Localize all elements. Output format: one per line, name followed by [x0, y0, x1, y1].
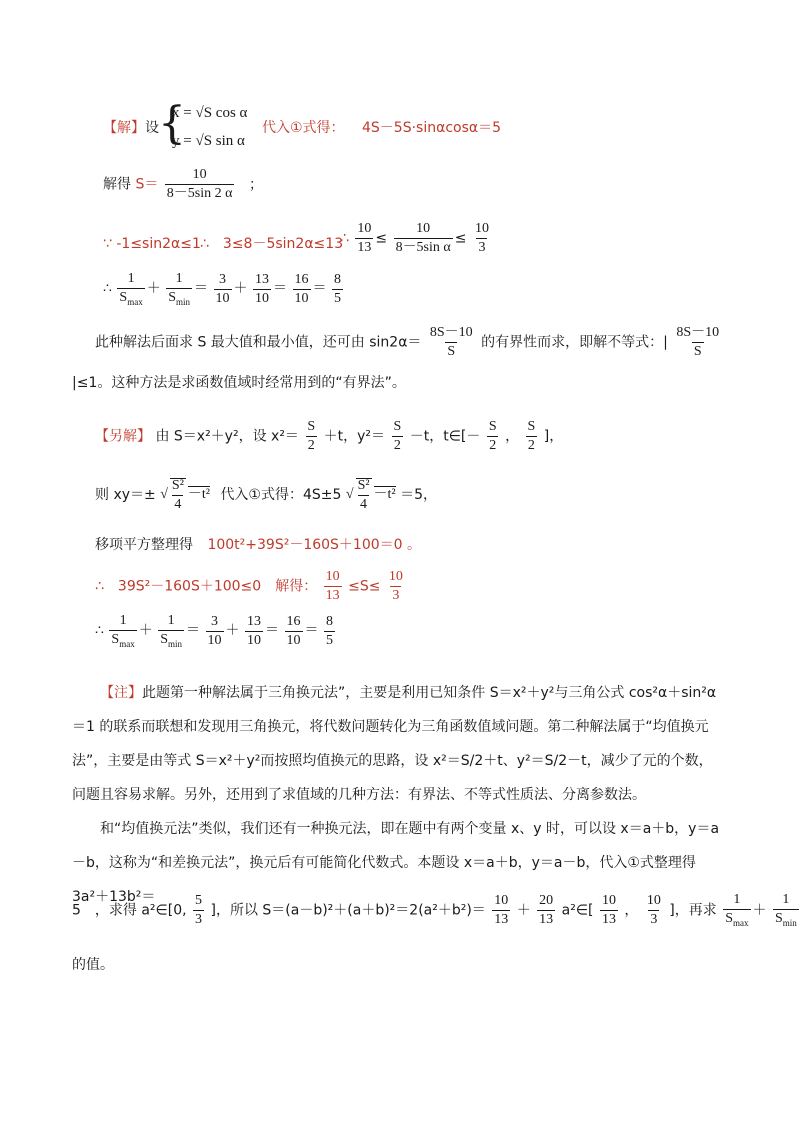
bounded-method-note-end: |≤1。这种方法是求函数值域时经常用到的“有界法”。 [72, 375, 406, 391]
note-paragraph-1: 【注】此题第一种解法属于三角换元法”，主要是利用已知条件 S＝x²＋y²与三角公式 cos²α＋sin²α＝1 的联系而联想和发现用三角换元，将代数问题转化为三角函数值域问题。第二种解法属于“均值换元法”，主要是由等式 S＝x²＋y²而按照均值换元的思路，设 x²＝S/2＋t、y²＝S/2－t，减少了元的个数，问题且容易求解。另外，还用到了求值域的几种方法：有界法、不等式性质法、分离参数法。 [72, 685, 717, 803]
note-paragraph-3: 5 ，求得 a²∈[0, $\frac{5}{3}$ ]，所以 S＝(a－b)²＋(a＋b)²＝2(a²＋b²)＝ $\frac{10}{13}$ ＋ $\frac{20}{13}$ a²∈[ $\frac{10}{13}$ ， $\frac{10}{3}$ ]，再求 $\frac{1}{S_{max}}$ ＋ $\frac{1}{S_{min}}$ [72, 892, 797, 928]
bounded-method-note: 此种解法后面求 S 最大值和最小值，还可由 sin2α＝ $\frac{8S-10}{S}$ 的有界性而求，即解不等式：| $\frac{8S-10}{S}$ [95, 325, 720, 359]
sum-line: ∴ $\frac{1}{S_{max}}$ ＋ $\frac{1}{S_{min}}$ ＝ $\frac{3}{10}$ ＋ $\frac{13}{10}$ ＝ $\frac{16}{10}$ ＝ $\frac{8}{5}$ [103, 271, 342, 307]
y-equation: y = √S sin α [172, 133, 245, 149]
therefore-line: ∴ 3≤8－5sin2α≤13 [200, 236, 344, 252]
substitute-label: 代入①式得： [262, 120, 345, 136]
alt-solution-line2: 则 xy＝± √ $\frac{\text{S²}}{4}$ －t² 代入①式得：4S±5 √ $\frac{\text{S²}}{4}$ －t² ＝5， [95, 478, 438, 512]
alt-solution-line4: ∴ 39S²－160S＋100≤0 解得： $\frac{10}{13}$ ≤S≤ $\frac{10}{3}$ [95, 569, 403, 603]
because-line: ∵ -1≤sin2α≤1 [103, 236, 201, 252]
inequality-fractions: ∴ $\frac{10}{13}$ ≤ $\frac{10}{\text{8－5sin α}}$ ≤ $\frac{10}{3}$ [340, 221, 489, 255]
alt-solution-line3: 移项平方整理得 100t²+39S²－160S＋100＝0 。 [95, 537, 422, 553]
note-paragraph-4: 的值。 [72, 957, 114, 973]
solution-tag: 【解】设 [103, 120, 159, 136]
solve-line: 解得 S＝ $\frac{10}{8-5\sin 2 \alpha}$ ； [103, 167, 263, 201]
alt-solution-line1: 【另解】 由 S＝x²＋y²，设 x²＝ $\frac{S}{2}$ ＋t，y²＝ $\frac{S}{2}$ －t，t∈[－ $\frac{S}{2}$ ， $\frac{S}{2}$ ]， [95, 419, 564, 453]
note-paragraph-2: 和“均值换元法”类似，我们还有一种换元法，即在题中有两个变量 x、y 时，可以设 x＝a＋b，y＝a－b，这称为“和差换元法”，换元后有可能简化代数式。本题设 x＝a＋b，y＝a－b，代入①式整理得 3a²＋13b²＝ [72, 821, 720, 905]
result-equation: 4S－5S·sinαcosα＝5 [362, 120, 502, 136]
system-brace: { [158, 98, 186, 149]
x-equation: x = √S cos α [172, 105, 248, 121]
alt-solution-line5: ∴ $\frac{1}{S_{max}}$ ＋ $\frac{1}{S_{min}}$ ＝ $\frac{3}{10}$ ＋ $\frac{13}{10}$ ＝ $\frac{16}{10}$ ＝ $\frac{8}{5}$ [95, 613, 334, 649]
